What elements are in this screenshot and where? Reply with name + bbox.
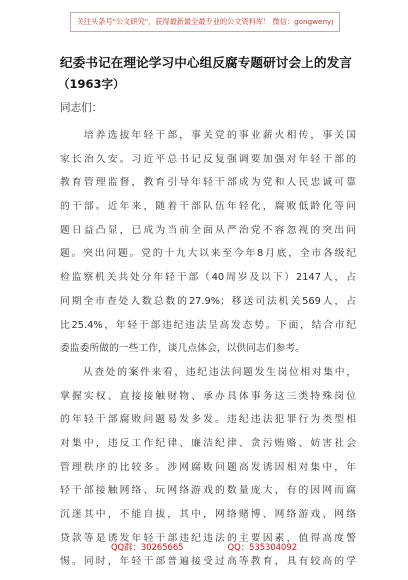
body-line: 贷款等是诱发年轻干部违纪违法的主要因素，值得高度警 bbox=[60, 532, 356, 544]
body-line: 轻干部接触网络、玩网络游戏的数量庞大，有的因网而腐 bbox=[60, 485, 356, 497]
body-line: 管理秩序的比较多。涉网腐败问题高发诱因相对集中，年 bbox=[60, 461, 356, 473]
body-line: 检监察机关共处分年轻干部（40周岁及以下）2147人，占 bbox=[60, 272, 356, 284]
body-line: 从查处的案件来看，违纪违法问题发生岗位相对集中， bbox=[60, 366, 356, 378]
document-title: 纪委书记在理论学习中心组反腐专题研讨会上的发言 bbox=[60, 55, 352, 70]
body-line: 题日益凸显，已成为当前全面从严治党不容忽视的突出问 bbox=[60, 224, 356, 236]
body-line: 对集中，违反工作纪律、廉洁纪律、贪污贿赂、妨害社会 bbox=[60, 437, 356, 449]
salutation: 同志们： bbox=[60, 102, 103, 114]
body-line: 委监委所做的一些工作，谈几点体会，以供同志们参考。 bbox=[60, 343, 305, 355]
footer bbox=[0, 541, 408, 553]
body-line: 比25.4%，年轻干部违纪违法呈高发态势。下面，结合市纪 bbox=[60, 319, 356, 331]
footer-qq-group: QQ群：30265665 bbox=[110, 542, 184, 552]
word-count: （1963字） bbox=[58, 77, 125, 91]
document-body bbox=[60, 124, 356, 574]
body-line: 的干部。近年来，随着干部队伍年轻化，腐败低龄化等问 bbox=[60, 201, 356, 213]
body-line: 沉迷其中，不能自拔，其中，网络赌博、网络游戏、网络 bbox=[60, 509, 356, 520]
header-banner-text: 关注头条号"公文研究"，获得最新最全最专业的公文资料库！ 微信：gongwenyj bbox=[76, 17, 334, 26]
body-line: 家长治久安。习近平总书记反复强调要加强对年轻干部的 bbox=[60, 153, 356, 165]
body-line: 教育管理监督，教育引导年轻干部成为党和人民忠诚可靠 bbox=[60, 177, 356, 189]
body-line: 培养选拔年轻干部，事关党的事业薪火相传，事关国 bbox=[60, 130, 356, 141]
footer-qq: QQ：535304092 bbox=[227, 542, 298, 552]
body-line: 题。突出问题。党的十九大以来至今年8月底，全市各级纪 bbox=[60, 248, 356, 260]
body-line: 同期全市查处人数总数的27.9%；移送司法机关569人，占 bbox=[60, 295, 356, 307]
body-line: 掌握实权、直接接触财物、承办具体事务这三类特殊岗位 bbox=[60, 390, 356, 402]
body-line: 惕。同时，年轻干部普遍接受过高等教育，具有较高的学 bbox=[60, 556, 356, 568]
body-line: 的年轻干部腐败问题易发多发。违纪违法犯罪行为类型相 bbox=[60, 414, 356, 426]
header-banner bbox=[70, 12, 340, 32]
